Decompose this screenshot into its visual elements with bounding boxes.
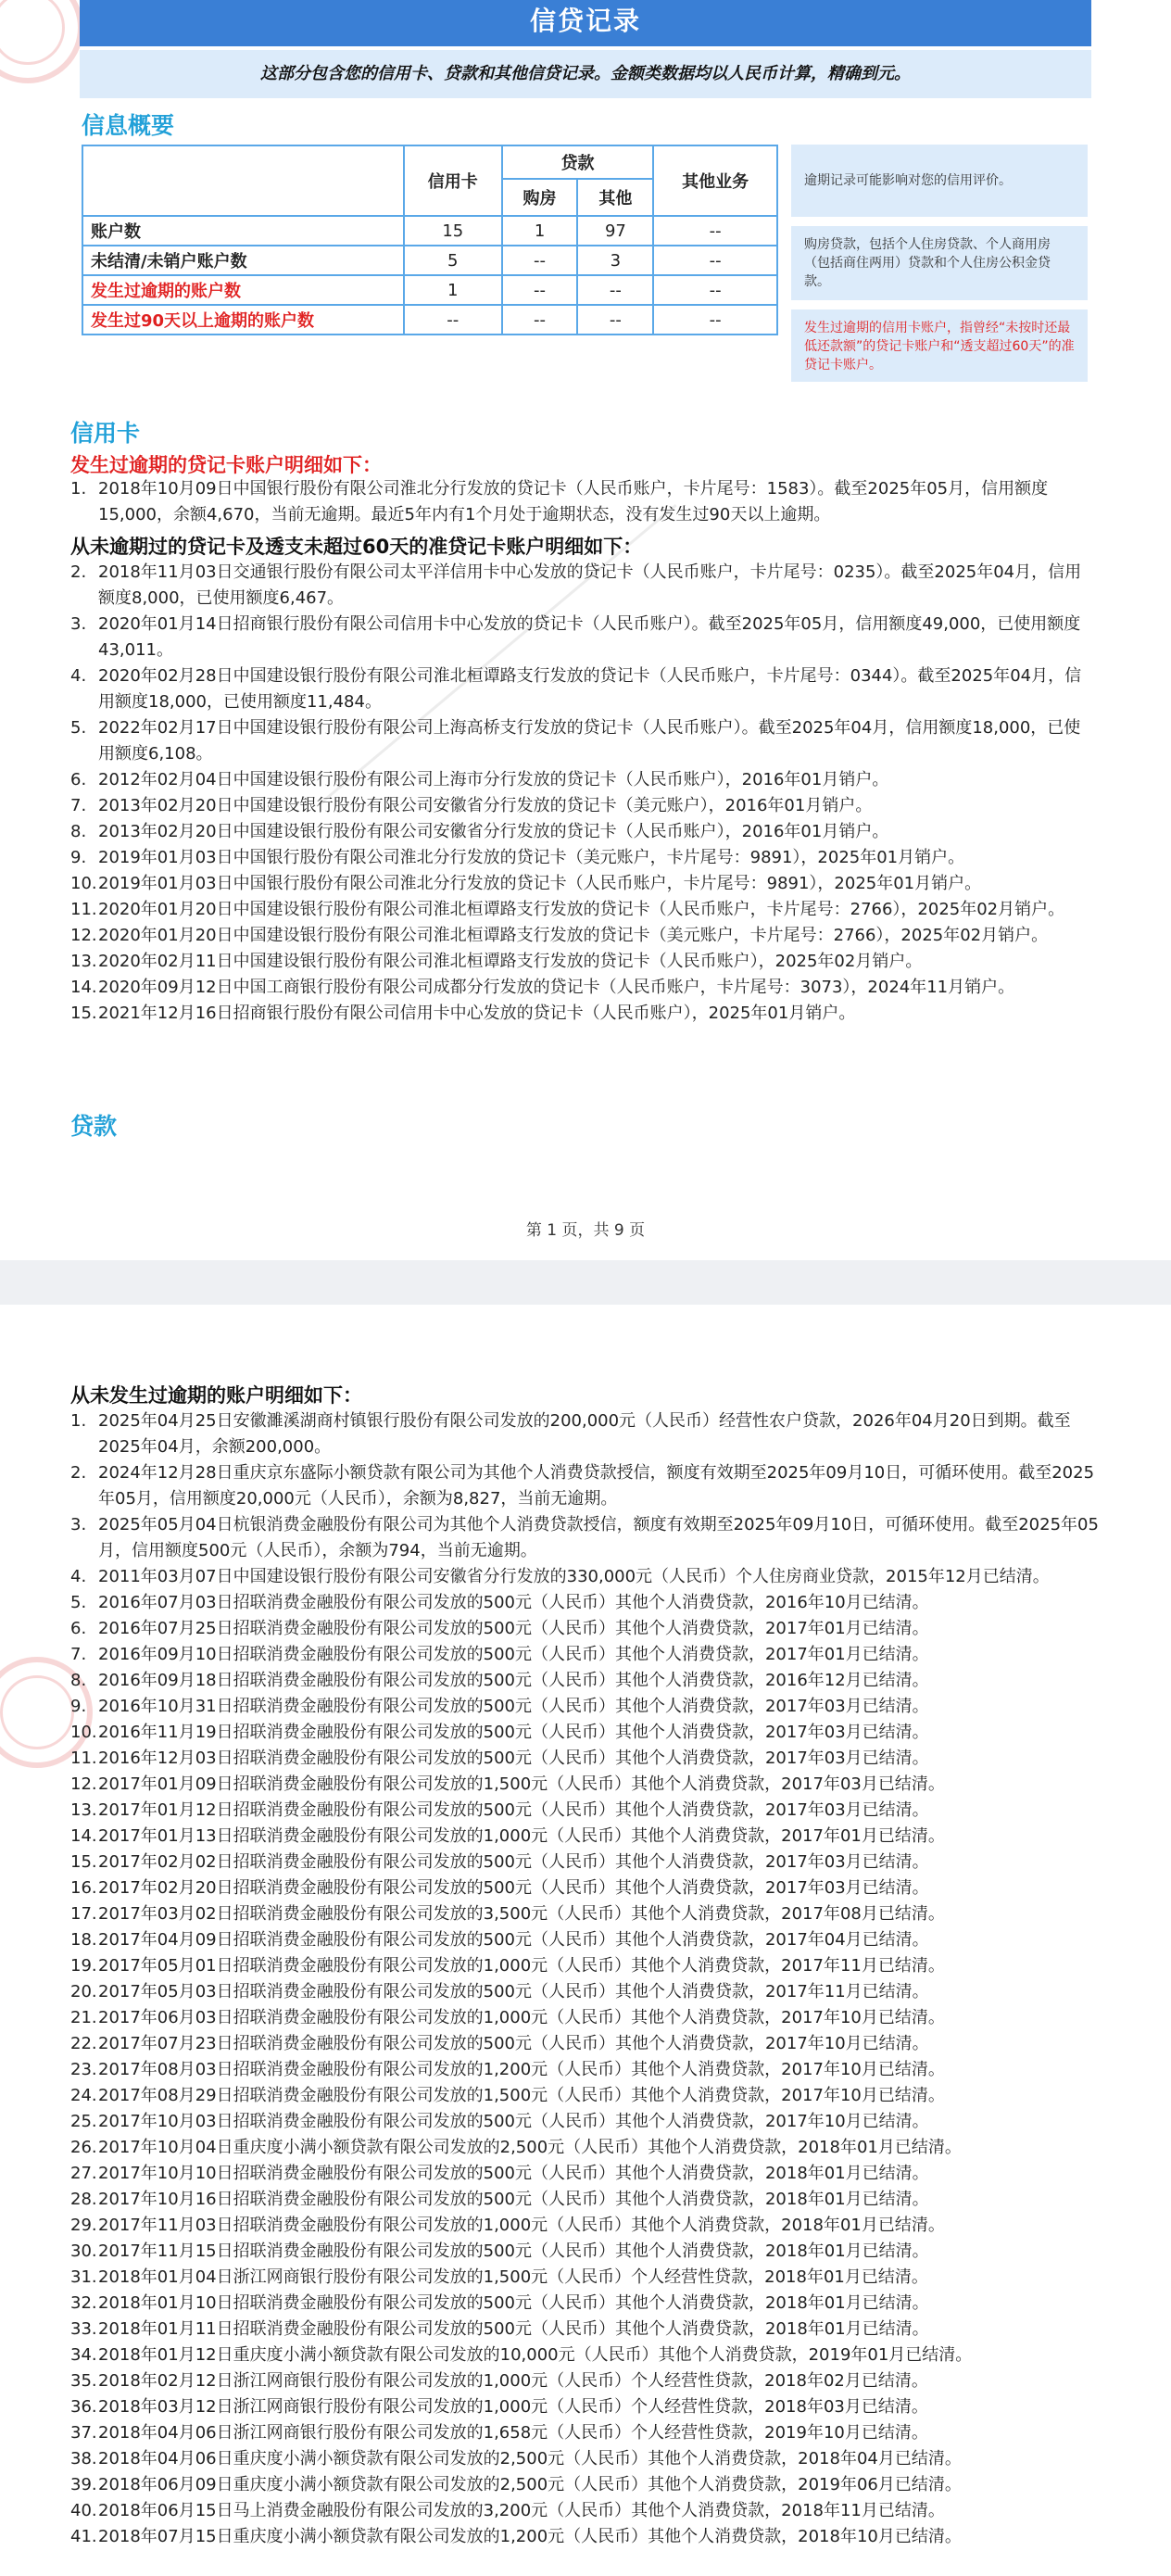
cell-card: 1 [404,275,502,305]
list-item-text: 2020年02月28日中国建设银行股份有限公司淮北桓谭路支行发放的贷记卡（人民币账户，卡片尾号：0344）。截至2025年04月，信用额度18,000，已使用额度11,484。 [98,666,1082,712]
table-row [82,246,777,275]
list-item-number: 6. [70,1619,87,1638]
list-item [70,845,1089,871]
list-item-text: 2021年12月16日招商银行股份有限公司信用卡中心发放的贷记卡（人民币账户），2025年01月销户。 [98,1004,856,1023]
list-item-number: 11. [70,1749,97,1768]
list-item-number: 34. [70,2345,97,2365]
cell-house: -- [502,305,578,335]
list-item [70,715,1089,767]
list-item-text: 2020年09月12日中国工商银行股份有限公司成都分行发放的贷记卡（人民币账户，卡片尾号：3073），2024年11月销户。 [98,978,1015,997]
list-item [70,2446,1099,2472]
list-item-text: 2017年05月03日招联消费金融股份有限公司发放的500元（人民币）其他个人消费贷款，2017年11月已结清。 [98,1982,929,2001]
list-item-text: 2017年08月03日招联消费金融股份有限公司发放的1,200元（人民币）其他个人消费贷款，2017年10月已结清。 [98,2060,945,2079]
list-item [70,560,1089,612]
list-item-number: 2. [70,562,87,582]
list-item-number: 38. [70,2449,97,2469]
list-item-text: 2018年11月03日交通银行股份有限公司太平洋信用卡中心发放的贷记卡（人民币账户，卡片尾号：0235）。截至2025年04月，信用额度8,000，已使用额度6,467。 [98,562,1082,608]
note-overdue-definition: 发生过逾期的信用卡账户，指曾经“未按时还最低还款额”的贷记卡账户和“透支超过60天”的准贷记卡账户。 [791,309,1088,382]
list-item [70,1953,1099,1979]
list-item-text: 2018年01月04日浙江网商银行股份有限公司发放的1,500元（人民币）个人经营性贷款，2018年01月已结清。 [98,2267,928,2287]
list-item [70,612,1089,663]
col-loan-house: 购房 [502,179,578,216]
list-item [70,1001,1089,1027]
col-loan: 贷款 [502,145,654,179]
table-header-row [82,145,777,179]
table-row [82,216,777,246]
list-item-number: 15. [70,1852,97,1872]
list-item-number: 14. [70,978,97,997]
list-item [70,1772,1099,1798]
cell-house: -- [502,275,578,305]
table-row [82,275,777,305]
list-item-number: 19. [70,1956,97,1976]
list-item-number: 4. [70,1567,87,1586]
list-item [70,1590,1099,1616]
list-item [70,1694,1099,1720]
list-item [70,1798,1099,1824]
list-item [70,819,1089,845]
list-item [70,897,1089,923]
list-item-text: 2017年10月16日招联消费金融股份有限公司发放的500元（人民币）其他个人消费贷款，2018年01月已结清。 [98,2190,929,2209]
list-item [70,1616,1099,1642]
list-item-number: 2. [70,1463,87,1483]
report-section-subtitle: 这部分包含您的信用卡、贷款和其他信贷记录。金额类数据均以人民币计算，精确到元。 [80,50,1091,98]
list-item-number: 28. [70,2190,97,2209]
list-item-number: 6. [70,770,87,789]
list-item-text: 2017年05月01日招联消费金融股份有限公司发放的1,000元（人民币）其他个人消费贷款，2017年11月已结清。 [98,1956,945,1976]
list-item-number: 27. [70,2164,97,2183]
list-item [70,1746,1099,1772]
list-item-number: 30. [70,2241,97,2261]
list-item-number: 17. [70,1904,97,1924]
list-item-text: 2018年03月12日浙江网商银行股份有限公司发放的1,000元（人民币）个人经营性贷款，2018年03月已结清。 [98,2397,928,2417]
cell-card: 15 [404,216,502,246]
cell-other: 97 [577,216,653,246]
cell-house: -- [502,246,578,275]
list-item [70,1824,1099,1850]
list-item [70,2239,1099,2265]
list-item-text: 2017年01月09日招联消费金融股份有限公司发放的1,500元（人民币）其他个人消费贷款，2017年03月已结清。 [98,1774,945,1794]
list-item [70,2213,1099,2239]
list-item-number: 26. [70,2138,97,2157]
list-item-text: 2018年01月11日招联消费金融股份有限公司发放的500元（人民币）其他个人消费贷款，2018年01月已结清。 [98,2319,929,2339]
list-item-number: 12. [70,926,97,945]
list-item [70,1875,1099,1901]
list-item-number: 18. [70,1930,97,1950]
list-item-number: 21. [70,2008,97,2027]
list-item-number: 13. [70,952,97,971]
list-item [70,1979,1099,2005]
report-page-1 [0,0,1171,1260]
list-item-number: 22. [70,2034,97,2053]
list-item-number: 33. [70,2319,97,2339]
cell-other: -- [577,275,653,305]
list-item-text: 2020年01月20日中国建设银行股份有限公司淮北桓谭路支行发放的贷记卡（人民币账户，卡片尾号：2766），2025年02月销户。 [98,900,1065,919]
list-item-text: 2016年07月25日招联消费金融股份有限公司发放的500元（人民币）其他个人消费贷款，2017年01月已结清。 [98,1619,929,1638]
list-item-text: 2017年08月29日招联消费金融股份有限公司发放的1,500元（人民币）其他个人消费贷款，2017年10月已结清。 [98,2086,945,2105]
list-item-text: 2017年01月13日招联消费金融股份有限公司发放的1,000元（人民币）其他个人消费贷款，2017年01月已结清。 [98,1826,945,1846]
list-item [70,2317,1099,2342]
list-item-text: 2013年02月20日中国建设银行股份有限公司安徽省分行发放的贷记卡（人民币账户），2016年01月销户。 [98,822,889,841]
no-overdue-heading: 从未发生过逾期的账户明细如下： [70,1384,362,1407]
no-overdue-loan-list [70,1408,1099,2550]
list-item [70,949,1089,975]
list-item-number: 7. [70,796,87,815]
list-item-text: 2020年01月14日招商银行股份有限公司信用卡中心发放的贷记卡（人民币账户）。截至2025年05月，信用额度49,000，已使用额度43,011。 [98,614,1081,660]
cell-biz: -- [653,216,777,246]
overview-notes [791,145,1088,391]
list-item-text: 2017年11月15日招联消费金融股份有限公司发放的500元（人民币）其他个人消费贷款，2018年01月已结清。 [98,2241,929,2261]
list-item-number: 39. [70,2475,97,2494]
list-item [70,923,1089,949]
list-item-text: 2022年02月17日中国建设银行股份有限公司上海高桥支行发放的贷记卡（人民币账户）。截至2025年04月，信用额度18,000，已使用额度6,108。 [98,718,1081,764]
list-item-text: 2011年03月07日中国建设银行股份有限公司安徽省分行发放的330,000元（人民币）个人住房商业贷款，2015年12月已结清。 [98,1567,1050,1586]
report-section-banner: 信贷记录 [80,0,1091,46]
list-item [70,1668,1099,1694]
cell-card: 5 [404,246,502,275]
list-item-text: 2012年02月04日中国建设银行股份有限公司上海市分行发放的贷记卡（人民币账户），2016年01月销户。 [98,770,889,789]
list-item-number: 36. [70,2397,97,2417]
col-other-business: 其他业务 [653,145,777,216]
list-item [70,2498,1099,2524]
list-item-text: 2018年06月15日马上消费金融股份有限公司发放的3,200元（人民币）其他个人消费贷款，2018年11月已结清。 [98,2501,945,2520]
cell-card: -- [404,305,502,335]
list-item [70,2161,1099,2187]
list-item-number: 1. [70,479,87,499]
list-item-text: 2017年04月09日招联消费金融股份有限公司发放的500元（人民币）其他个人消费贷款，2017年04月已结清。 [98,1930,929,1950]
list-item-text: 2020年01月20日中国建设银行股份有限公司淮北桓谭路支行发放的贷记卡（美元账户，卡片尾号：2766），2025年02月销户。 [98,926,1049,945]
credit-card-title: 信用卡 [70,420,141,447]
report-page-2 [0,1305,1171,2576]
list-item-text: 2017年11月03日招联消费金融股份有限公司发放的1,000元（人民币）其他个人消费贷款，2018年01月已结清。 [98,2216,945,2235]
normal-card-list [70,560,1089,1027]
row-label: 账户数 [82,216,404,246]
list-item-number: 23. [70,2060,97,2079]
list-item [70,2265,1099,2291]
page-number: 第 1 页，共 9 页 [525,1221,646,1240]
list-item-number: 10. [70,874,97,893]
overdue-card-list [70,476,1089,528]
cell-biz: -- [653,246,777,275]
list-item [70,2135,1099,2161]
list-item [70,2057,1099,2083]
list-item-number: 15. [70,1004,97,1023]
list-item [70,793,1089,819]
list-item [70,2291,1099,2317]
list-item [70,1408,1099,1460]
note-house-loan: 购房贷款，包括个人住房贷款、个人商用房（包括商住两用）贷款和个人住房公积金贷款。 [791,226,1088,300]
list-item-text: 2013年02月20日中国建设银行股份有限公司安徽省分行发放的贷记卡（美元账户），2016年01月销户。 [98,796,873,815]
list-item-number: 41. [70,2527,97,2546]
list-item-number: 25. [70,2112,97,2131]
list-item [70,767,1089,793]
list-item-number: 13. [70,1800,97,1820]
list-item-text: 2017年10月04日重庆度小满小额贷款有限公司发放的2,500元（人民币）其他个人消费贷款，2018年01月已结清。 [98,2138,962,2157]
list-item-text: 2019年01月03日中国银行股份有限公司淮北分行发放的贷记卡（人民币账户，卡片尾号：9891），2025年01月销户。 [98,874,982,893]
list-item-number: 16. [70,1878,97,1898]
list-item [70,1512,1099,1564]
list-item-number: 29. [70,2216,97,2235]
loan-title: 贷款 [70,1113,118,1140]
list-item-number: 14. [70,1826,97,1846]
list-item-text: 2016年07月03日招联消费金融股份有限公司发放的500元（人民币）其他个人消费贷款，2016年10月已结清。 [98,1593,929,1612]
list-item [70,2005,1099,2031]
list-item-text: 2018年04月06日浙江网商银行股份有限公司发放的1,658元（人民币）个人经营性贷款，2019年10月已结清。 [98,2423,928,2443]
list-item-number: 5. [70,1593,87,1612]
list-item [70,1901,1099,1927]
list-item-text: 2016年09月18日招联消费金融股份有限公司发放的500元（人民币）其他个人消费贷款，2016年12月已结清。 [98,1671,929,1690]
list-item-number: 37. [70,2423,97,2443]
list-item-text: 2018年10月09日中国银行股份有限公司淮北分行发放的贷记卡（人民币账户，卡片尾号：1583）。截至2025年05月，信用额度15,000，余额4,670，当前无逾期。最近5年内有1个月处于逾期状态，没有发生过90天以上逾期。 [98,479,1049,524]
list-item [70,663,1089,715]
list-item-number: 11. [70,900,97,919]
page-separator [0,1260,1171,1305]
list-item-text: 2018年01月12日重庆度小满小额贷款有限公司发放的10,000元（人民币）其他个人消费贷款，2019年01月已结清。 [98,2345,973,2365]
list-item [70,1642,1099,1668]
list-item-number: 10. [70,1723,97,1742]
list-item-number: 12. [70,1774,97,1794]
list-item-text: 2017年01月12日招联消费金融股份有限公司发放的500元（人民币）其他个人消费贷款，2017年03月已结清。 [98,1800,929,1820]
table-row [82,305,777,335]
list-item [70,476,1089,528]
list-item-text: 2025年04月25日安徽濉溪湖商村镇银行股份有限公司发放的200,000元（人民币）经营性农户贷款，2026年04月20日到期。截至2025年04月，余额200,000。 [98,1411,1071,1457]
list-item-text: 2017年10月10日招联消费金融股份有限公司发放的500元（人民币）其他个人消费贷款，2018年01月已结清。 [98,2164,929,2183]
cell-biz: -- [653,305,777,335]
cell-other: 3 [577,246,653,275]
row-label: 发生过逾期的账户数 [82,275,404,305]
list-item [70,2031,1099,2057]
list-item-text: 2018年04月06日重庆度小满小额贷款有限公司发放的2,500元（人民币）其他个人消费贷款，2018年04月已结清。 [98,2449,962,2469]
list-item-text: 2018年02月12日浙江网商银行股份有限公司发放的1,000元（人民币）个人经营性贷款，2018年02月已结清。 [98,2371,928,2391]
list-item [70,2472,1099,2498]
list-item [70,975,1089,1001]
list-item-number: 7. [70,1645,87,1664]
list-item [70,2083,1099,2109]
list-item-number: 4. [70,666,87,686]
list-item-number: 31. [70,2267,97,2287]
list-item-number: 24. [70,2086,97,2105]
list-item [70,2420,1099,2446]
list-item-number: 5. [70,718,87,738]
list-item-text: 2017年07月23日招联消费金融股份有限公司发放的500元（人民币）其他个人消费贷款，2017年10月已结清。 [98,2034,929,2053]
cell-house: 1 [502,216,578,246]
list-item-text: 2018年07月15日重庆度小满小额贷款有限公司发放的1,200元（人民币）其他个人消费贷款，2018年10月已结清。 [98,2527,962,2546]
list-item-text: 2016年11月19日招联消费金融股份有限公司发放的500元（人民币）其他个人消费贷款，2017年03月已结清。 [98,1723,929,1742]
list-item-text: 2017年03月02日招联消费金融股份有限公司发放的3,500元（人民币）其他个人消费贷款，2017年08月已结清。 [98,1904,945,1924]
list-item-text: 2016年12月03日招联消费金融股份有限公司发放的500元（人民币）其他个人消费贷款，2017年03月已结清。 [98,1749,929,1768]
list-item-number: 20. [70,1982,97,2001]
list-item [70,2394,1099,2420]
list-item-number: 32. [70,2293,97,2313]
row-label: 发生过90天以上逾期的账户数 [82,305,404,335]
list-item-number: 3. [70,614,87,634]
list-item-text: 2016年09月10日招联消费金融股份有限公司发放的500元（人民币）其他个人消费贷款，2017年01月已结清。 [98,1645,929,1664]
list-item [70,2368,1099,2394]
list-item-text: 2016年10月31日招联消费金融股份有限公司发放的500元（人民币）其他个人消费贷款，2017年03月已结清。 [98,1697,929,1716]
list-item-text: 2017年02月20日招联消费金融股份有限公司发放的500元（人民币）其他个人消费贷款，2017年03月已结清。 [98,1878,929,1898]
list-item-text: 2018年06月09日重庆度小满小额贷款有限公司发放的2,500元（人民币）其他个人消费贷款，2019年06月已结清。 [98,2475,962,2494]
list-item [70,1927,1099,1953]
list-item-text: 2019年01月03日中国银行股份有限公司淮北分行发放的贷记卡（美元账户，卡片尾号：9891），2025年01月销户。 [98,848,965,867]
list-item-number: 40. [70,2501,97,2520]
list-item-number: 9. [70,848,87,867]
list-item-number: 35. [70,2371,97,2391]
list-item [70,1850,1099,1875]
list-item-number: 1. [70,1411,87,1431]
row-label: 未结清/未销户账户数 [82,246,404,275]
list-item-number: 8. [70,1671,87,1690]
col-loan-other: 其他 [577,179,653,216]
list-item [70,2187,1099,2213]
list-item [70,1460,1099,1512]
list-item-text: 2017年02月02日招联消费金融股份有限公司发放的500元（人民币）其他个人消费贷款，2017年03月已结清。 [98,1852,929,1872]
list-item-text: 2024年12月28日重庆京东盛际小额贷款有限公司为其他个人消费贷款授信，额度有效期至2025年09月10日，可循环使用。截至2025年05月，信用额度20,000元（人民币），余额为8,827，当前无逾期。 [98,1463,1095,1509]
list-item-number: 3. [70,1515,87,1534]
overdue-card-heading: 发生过逾期的贷记卡账户明细如下： [70,454,382,476]
list-item [70,2524,1099,2550]
normal-card-heading: 从未逾期过的贷记卡及透支未超过60天的准贷记卡账户明细如下： [70,536,643,558]
list-item-text: 2017年10月03日招联消费金融股份有限公司发放的500元（人民币）其他个人消费贷款，2017年10月已结清。 [98,2112,929,2131]
list-item-number: 9. [70,1697,87,1716]
list-item [70,1720,1099,1746]
col-credit-card: 信用卡 [404,145,502,216]
list-item-text: 2018年01月10日招联消费金融股份有限公司发放的500元（人民币）其他个人消费贷款，2018年01月已结清。 [98,2293,929,2313]
list-item [70,871,1089,897]
blank-header-cell [82,145,404,216]
list-item-text: 2025年05月04日杭银消费金融股份有限公司为其他个人消费贷款授信，额度有效期至2025年09月10日，可循环使用。截至2025年05月，信用额度500元（人民币），余额为794，当前无逾期。 [98,1515,1099,1560]
list-item [70,2109,1099,2135]
list-item-number: 8. [70,822,87,841]
cell-biz: -- [653,275,777,305]
seal-stamp-inner-icon [0,1675,74,1749]
list-item [70,2342,1099,2368]
list-item-text: 2017年06月03日招联消费金融股份有限公司发放的1,000元（人民币）其他个人消费贷款，2017年10月已结清。 [98,2008,945,2027]
note-overdue-impact: 逾期记录可能影响对您的信用评价。 [791,145,1088,217]
list-item [70,1564,1099,1590]
overview-summary-table [82,145,778,335]
cell-other: -- [577,305,653,335]
overview-title: 信息概要 [82,112,175,139]
list-item-text: 2020年02月11日中国建设银行股份有限公司淮北桓谭路支行发放的贷记卡（人民币账户），2025年02月销户。 [98,952,923,971]
